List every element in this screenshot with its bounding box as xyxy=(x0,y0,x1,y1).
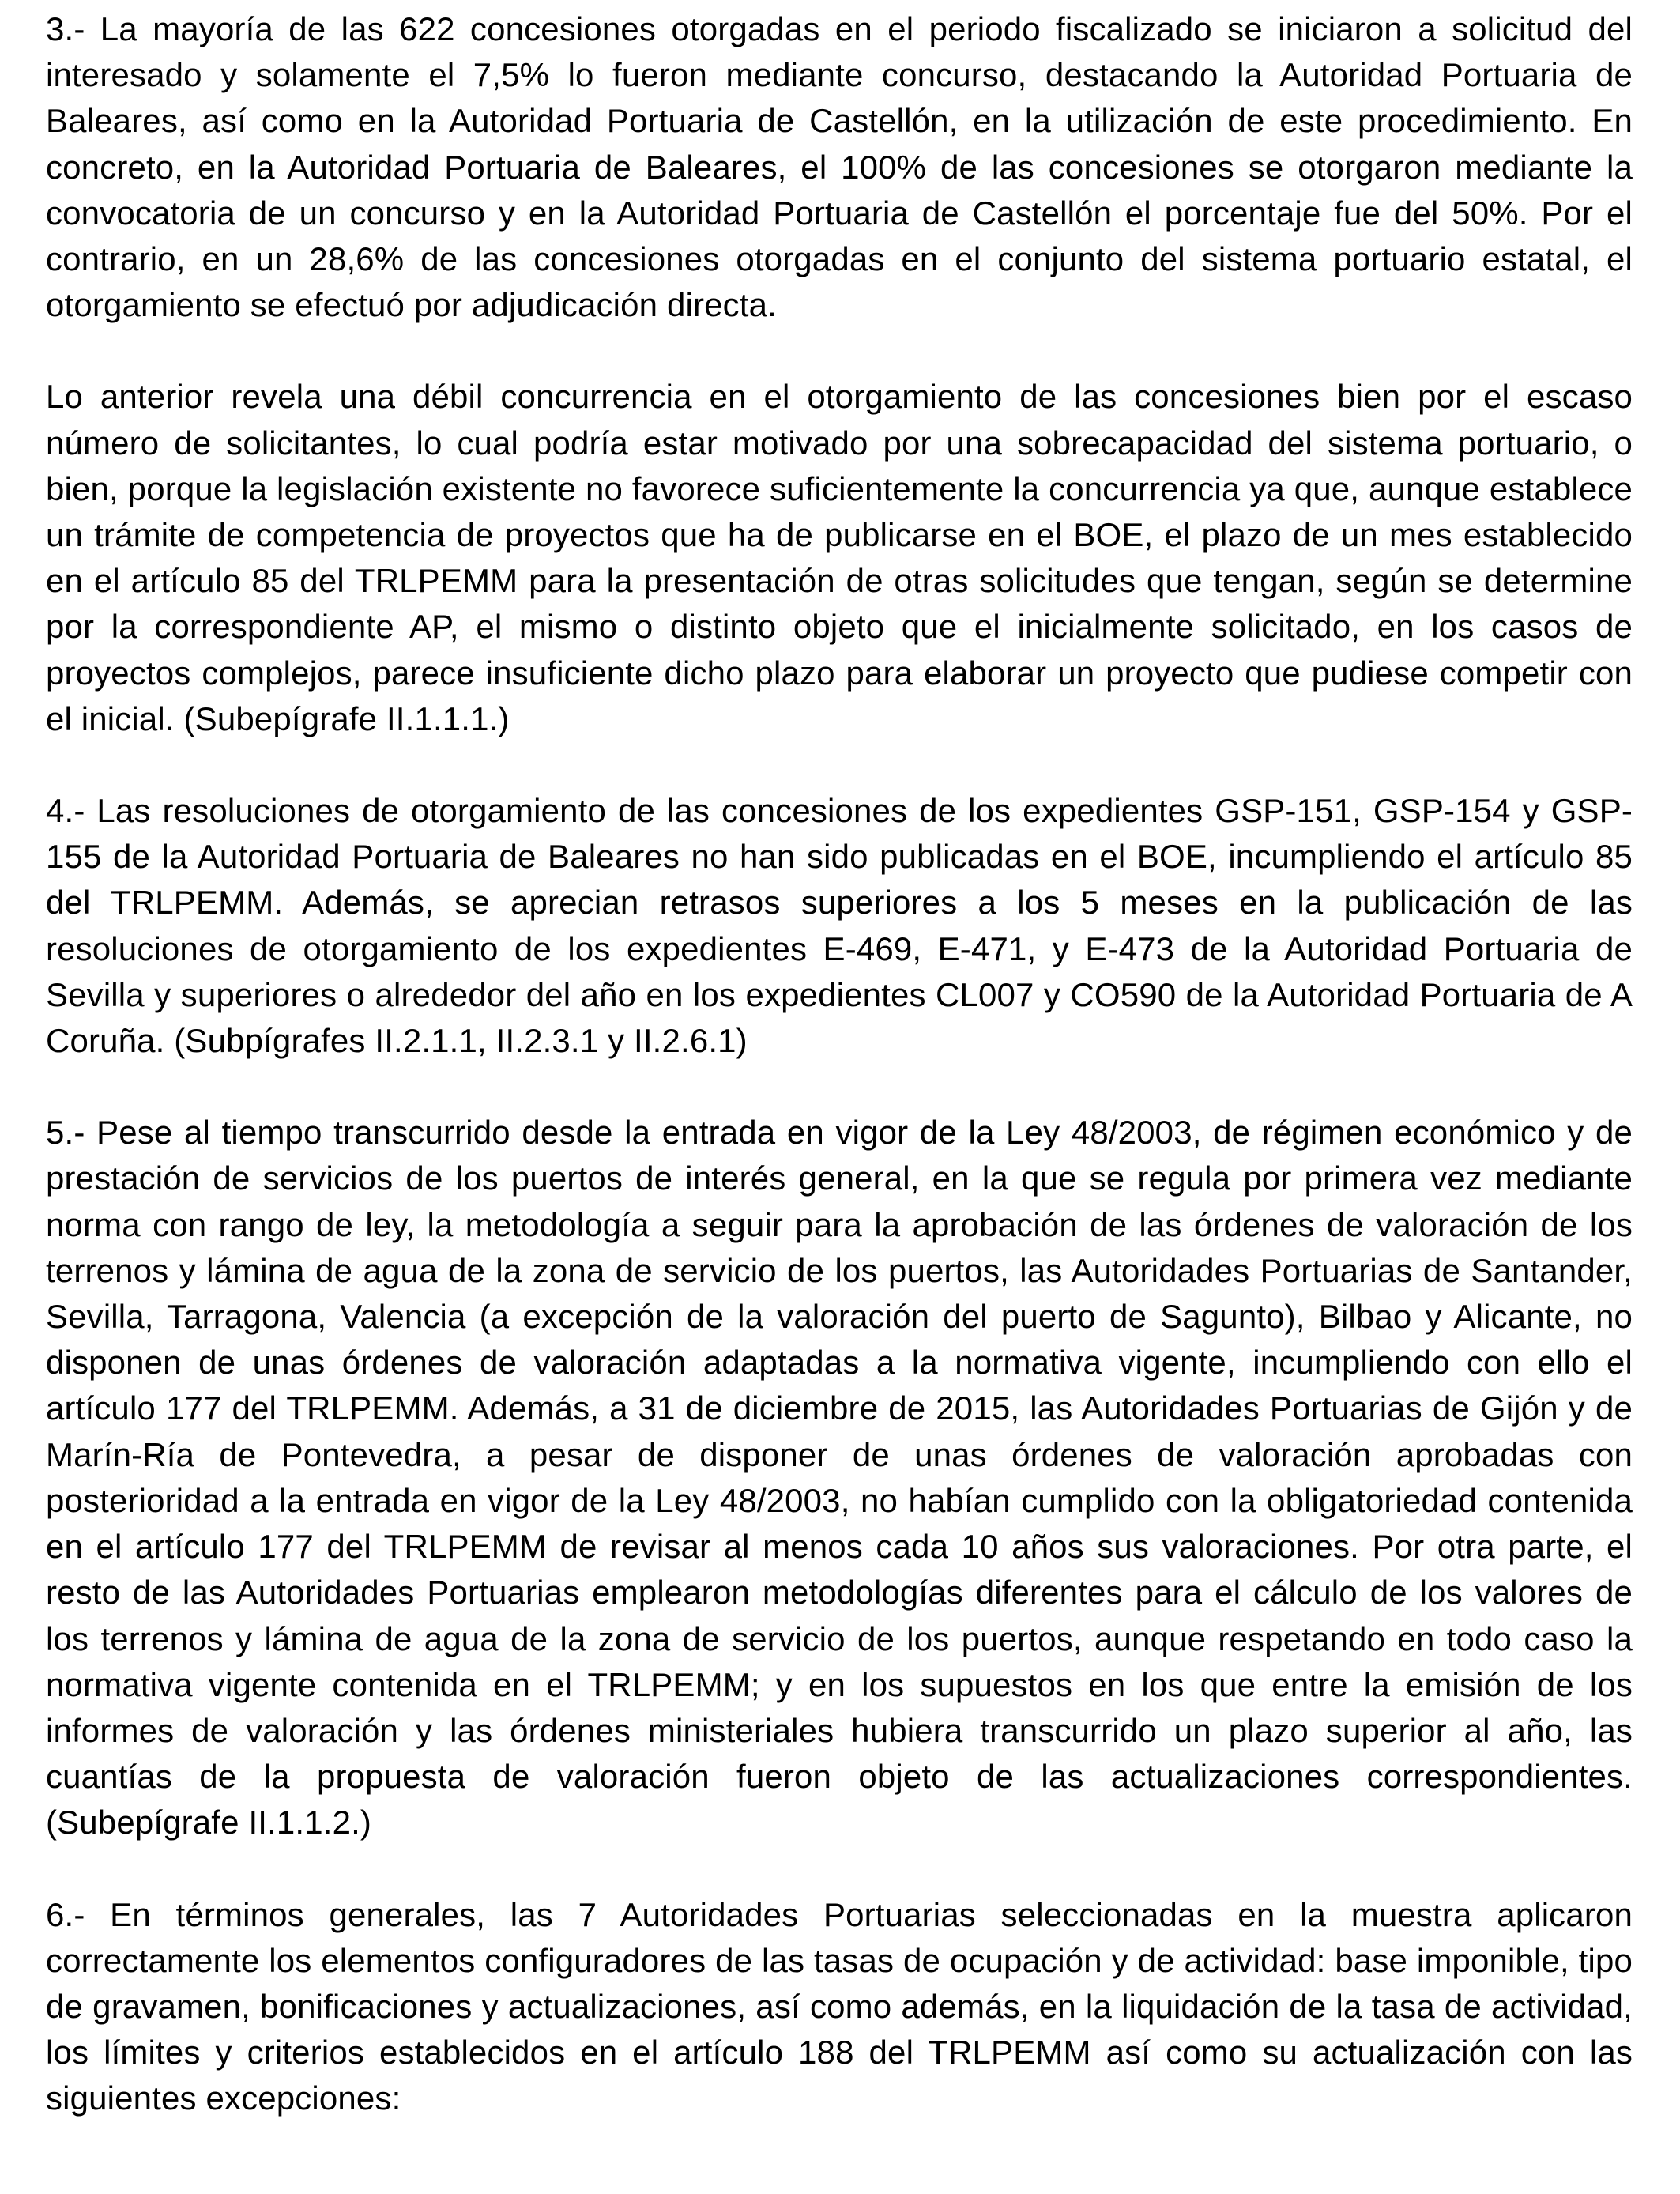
paragraph-6: 6.- En términos generales, las 7 Autoridades Portuarias seleccionadas en la muestra aplicaron correctamente los elementos configuradores de las tasas de ocupación y de actividad: base imponible, tipo de gravamen, bonificaciones y actualizaciones, así como además, en la liquidación de la tasa de actividad, los límites y criterios establecidos en el artículo 188 del TRLPEMM así como su actualización con las siguientes excepciones: xyxy=(46,1895,1633,2117)
paragraph-5: 5.- Pese al tiempo transcurrido desde la entrada en vigor de la Ley 48/2003, de régimen económico y de prestación de servicios de los puertos de interés general, en la que se regula por primera vez mediante norma con rango de ley, la metodología a seguir para la aprobación de las órdenes de valoración de los terrenos y lámina de agua de la zona de servicio de los puertos, las Autoridades Portuarias de Santander, Sevilla, Tarragona, Valencia (a excepción de la valoración del puerto de Sagunto), Bilbao y Alicante, no disponen de unas órdenes de valoración adaptadas a la normativa vigente, incumpliendo con ello el artículo 177 del TRLPEMM. Además, a 31 de diciembre de 2015, las Autoridades Portuarias de Gijón y de Marín-Ría de Pontevedra, a pesar de disponer de unas órdenes de valoración aprobadas con posterioridad a la entrada en vigor de la Ley 48/2003, no habían cumplido con la obligatoriedad contenida en el artículo 177 del TRLPEMM de revisar al menos cada 10 años sus valoraciones. Por otra parte, el resto de las Autoridades Portuarias emplearon metodologías diferentes para el cálculo de los valores de los terrenos y lámina de agua de la zona de servicio de los puertos, aunque respetando en todo caso la normativa vigente contenida en el TRLPEMM; y en los supuestos en los que entre la emisión de los informes de valoración y las órdenes ministeriales hubiera transcurrido un plazo superior al año, las cuantías de la propuesta de valoración fueron objeto de las actualizaciones correspondientes. (Subepígrafe II.1.1.2.) xyxy=(46,1114,1633,1842)
paragraph-3-continued: Lo anterior revela una débil concurrencia en el otorgamiento de las concesiones bien por el escaso número de solicitantes, lo cual podría estar motivado por una sobrecapacidad del sistema portuario, o bien, porque la legislación existente no favorece suficientemente la concurrencia ya que, aunque establece un trámite de competencia de proyectos que ha de publicarse en el BOE, el plazo de un mes establecido en el artículo 85 del TRLPEMM para la presentación de otras solicitudes que tengan, según se determine por la correspondiente AP, el mismo o distinto objeto que el inicialmente solicitado, en los casos de proyectos complejos, parece insuficiente dicho plazo para elaborar un proyecto que pudiese competir con el inicial. (Subepígrafe II.1.1.1.) xyxy=(46,378,1633,737)
paragraph-4: 4.- Las resoluciones de otorgamiento de las concesiones de los expedientes GSP-151, GSP-154 y GSP-155 de la Autoridad Portuaria de Baleares no han sido publicadas en el BOE, incumpliendo el artículo 85 del TRLPEMM. Además, se aprecian retrasos superiores a los 5 meses en la publicación de las resoluciones de otorgamiento de los expedientes E-469, E-471, y E-473 de la Autoridad Portuaria de Sevilla y superiores o alrededor del año en los expedientes CL007 y CO590 de la Autoridad Portuaria de A Coruña. (Subpígrafes II.2.1.1, II.2.3.1 y II.2.6.1) xyxy=(46,792,1633,1060)
document-page xyxy=(46,6,1633,2122)
paragraph-3: 3.- La mayoría de las 622 concesiones otorgadas en el periodo fiscalizado se iniciaron a solicitud del interesado y solamente el 7,5% lo fueron mediante concurso, destacando la Autoridad Portuaria de Baleares, así como en la Autoridad Portuaria de Castellón, en la utilización de este procedimiento. En concreto, en la Autoridad Portuaria de Baleares, el 100% de las concesiones se otorgaron mediante la convocatoria de un concurso y en la Autoridad Portuaria de Castellón el porcentaje fue del 50%. Por el contrario, en un 28,6% de las concesiones otorgadas en el conjunto del sistema portuario estatal, el otorgamiento se efectuó por adjudicación directa. xyxy=(46,10,1633,324)
